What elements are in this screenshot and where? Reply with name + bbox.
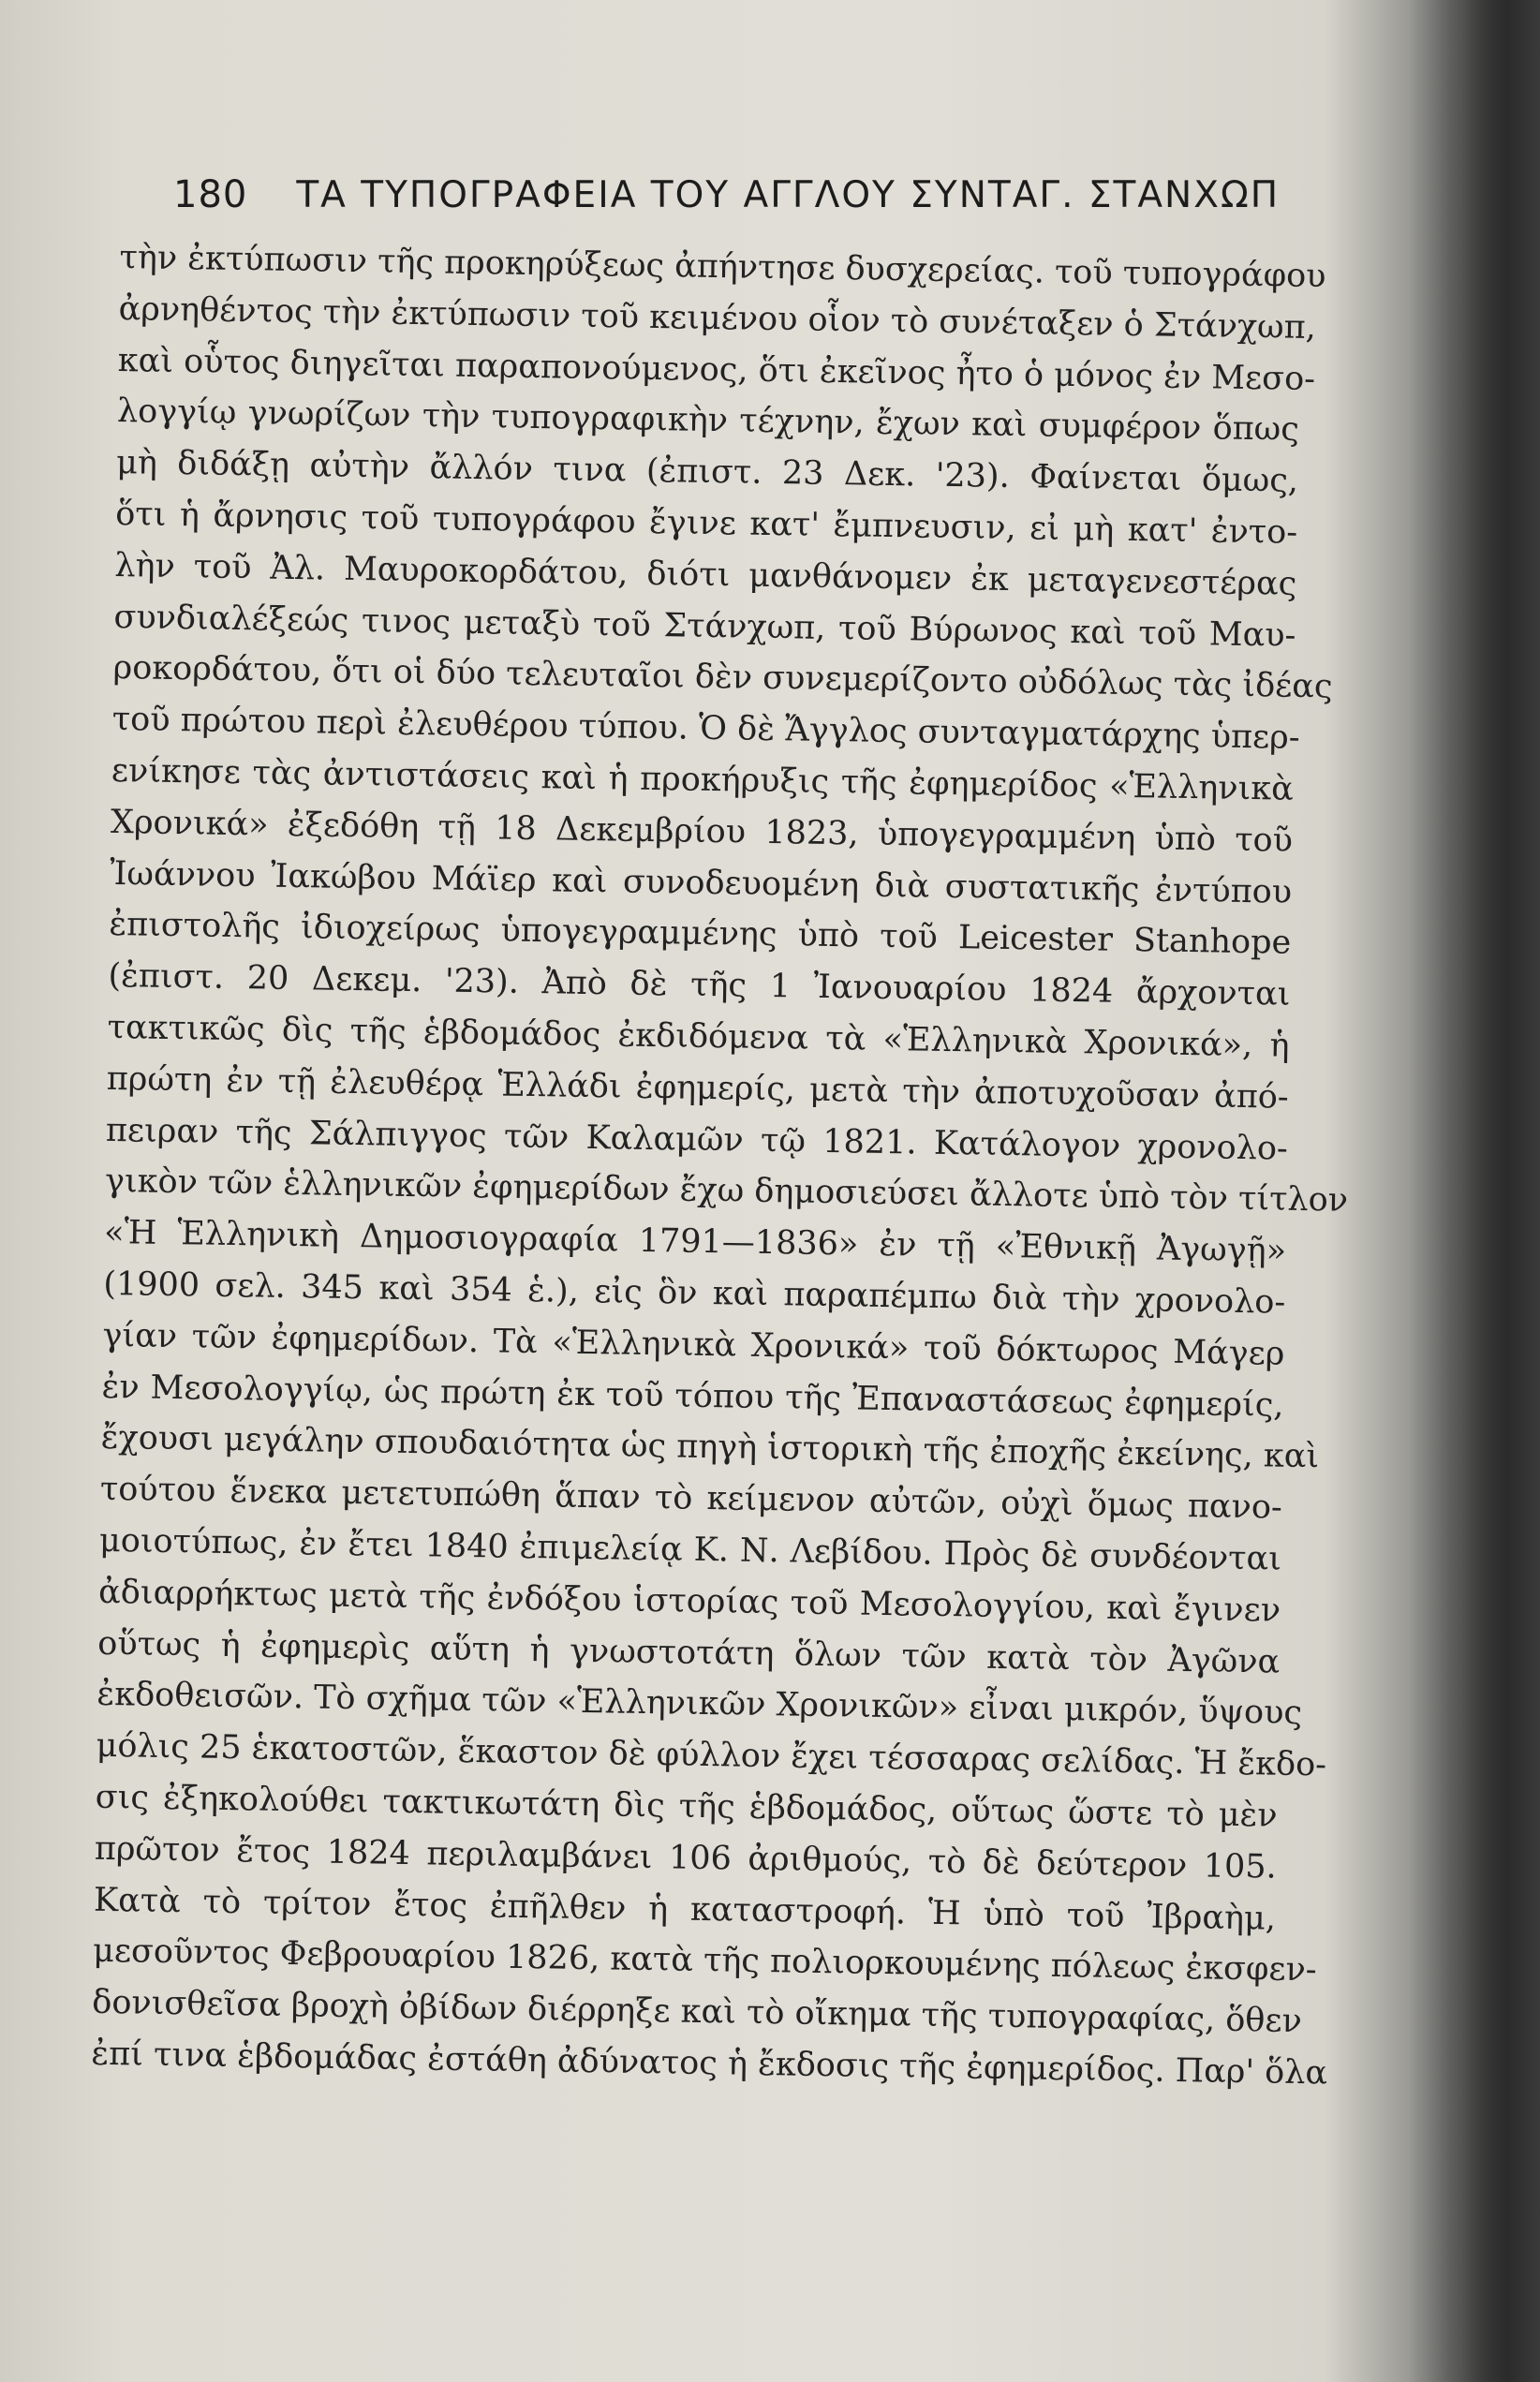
text-line: ὅτι ἡ ἄρνησις τοῦ τυπογράφου ἔγινε κατ' ἔμπνευσιν, εἰ μὴ κατ' ἐντο- — [114, 495, 1298, 552]
text-line: δονισθεῖσα βροχὴ ὀβίδων διέρρηξε καὶ τὸ οἴκημα τῆς τυπογραφίας, ὅθεν — [91, 1983, 1303, 2041]
book-spine-shadow — [1409, 0, 1540, 2382]
text-line: ενίκησε τὰς ἀντιστάσεις καὶ ἡ προκήρυξις τῆς ἐφημερίδος «Ἑλληνικὰ — [111, 751, 1295, 808]
text-line: γίαν τῶν ἐφημερίδων. Τὰ «Ἑλληνικὰ Χρονικά» τοῦ δόκτωρος Μάγερ — [102, 1316, 1285, 1373]
text-line: τούτου ἕνεκα μετετυπώθη ἅπαν τὸ κείμενον αὐτῶν, οὐχὶ ὅμως πανο- — [99, 1470, 1283, 1527]
text-line: μεσοῦντος Φεβρουαρίου 1826, κατὰ τῆς πολιορκουμένης πόλεως ἐκσφεν- — [92, 1932, 1317, 1990]
text-line: Ἰωάννου Ἰακώβου Μάϊερ καὶ συνοδευομένη διὰ συστατικῆς ἐντύπου — [109, 854, 1293, 911]
text-line: (ἐπιστ. 20 Δεκεμ. '23). Ἀπὸ δὲ τῆς 1 Ἰανουαρίου 1824 ἄρχονται — [108, 957, 1291, 1013]
page-number: 180 — [173, 173, 248, 216]
text-line: (1900 σελ. 345 καὶ 354 ἑ.), εἰς ὃν καὶ παραπέμπω διὰ τὴν χρονολο- — [103, 1265, 1286, 1322]
text-line: πρώτη ἐν τῇ ἐλευθέρᾳ Ἑλλάδι ἐφημερίς, μετὰ τὴν ἀποτυχοῦσαν ἀπό- — [106, 1059, 1289, 1117]
text-line: ἐπί τινα ἑβδομάδας ἐστάθη ἀδύνατος ἡ ἔκδοσις τῆς ἐφημερίδος. Παρ' ὅλα — [91, 2034, 1328, 2093]
running-head: ΤΑ ΤΥΠΟΓΡΑΦΕΙΑ ΤΟΥ ΑΓΓΛΟΥ ΣΥΝΤΑΓ. ΣΤΑΝΧΩΠ — [296, 174, 1281, 216]
text-line: μόλις 25 ἑκατοστῶν, ἕκαστον δὲ φύλλον ἔχει τέσσαρας σελίδας. Ἡ ἔκδο- — [96, 1726, 1327, 1784]
text-line: Κατὰ τὸ τρίτον ἔτος ἐπῆλθεν ἡ καταστροφή. Ἡ ὑπὸ τοῦ Ἰβραὴμ, — [93, 1881, 1277, 1938]
page-header — [173, 173, 1316, 239]
text-line: ροκορδάτου, ὅτι οἱ δύο τελευταῖοι δὲν συνεμερίζοντο οὐδόλως τὰς ἰδέας — [112, 649, 1333, 706]
text-line: ἔχουσι μεγάλην σπουδαιότητα ὡς πηγὴ ἱστορικὴ τῆς ἐποχῆς ἐκείνης, καὶ — [100, 1419, 1320, 1476]
text-line: τὴν ἐκτύπωσιν τῆς προκηρύξεως ἀπήντησε δυσχερείας. τοῦ τυπογράφου — [119, 238, 1326, 296]
text-line: συνδιαλέξεώς τινος μεταξὺ τοῦ Στάνχωπ, τοῦ Βύρωνος καὶ τοῦ Μαυ- — [113, 598, 1296, 655]
text-line: πρῶτον ἔτος 1824 περιλαμβάνει 106 ἀριθμούς, τὸ δὲ δεύτερον 105. — [94, 1829, 1278, 1886]
text-line: «Ἡ Ἑλληνικὴ Δημοσιογραφία 1791—1836» ἐν τῇ «Ἐθνικῇ Ἀγωγῇ» — [103, 1214, 1287, 1270]
text-line: μὴ διδάξῃ αὐτὴν ἄλλόν τινα (ἐπιστ. 23 Δεκ. '23). Φαίνεται ὅμως, — [115, 444, 1299, 500]
text-line: ἐπιστολῆς ἰδιοχείρως ὑπογεγραμμένης ὑπὸ τοῦ Leicester Stanhope — [109, 906, 1292, 963]
text-line: ἐκδοθεισῶν. Τὸ σχῆμα τῶν «Ἑλληνικῶν Χρονικῶν» εἶναι μικρόν, ὕψους — [96, 1676, 1303, 1733]
text-line: ἐν Μεσολογγίῳ, ὡς πρώτη ἐκ τοῦ τόπου τῆς Ἐπαναστάσεως ἐφημερίς, — [101, 1368, 1284, 1425]
text-line: Χρονικά» ἐξεδόθη τῇ 18 Δεκεμβρίου 1823, ὑπογεγραμμένη ὑπὸ τοῦ — [110, 803, 1294, 860]
text-line: λὴν τοῦ Ἀλ. Μαυροκορδάτου, διότι μανθάνομεν ἐκ μεταγενεστέρας — [114, 546, 1297, 603]
text-line: σις ἐξηκολούθει τακτικωτάτη δὶς τῆς ἑβδομάδος, οὕτως ὥστε τὸ μὲν — [95, 1778, 1278, 1835]
text-line: γικὸν τῶν ἑλληνικῶν ἐφημερίδων ἔχω δημοσιεύσει ἄλλοτε ὑπὸ τὸν τίτλον — [104, 1162, 1349, 1221]
text-line: τακτικῶς δὶς τῆς ἑβδομάδος ἐκδιδόμενα τὰ «Ἑλληνικὰ Χρονικά», ἡ — [107, 1008, 1290, 1065]
body-text — [91, 232, 1349, 2098]
text-line: οὕτως ἡ ἐφημερὶς αὕτη ἡ γνωστοτάτη ὅλων τῶν κατὰ τὸν Ἀγῶνα — [97, 1624, 1281, 1681]
text-line: μοιοτύπως, ἐν ἔτει 1840 ἐπιμελείᾳ Κ. Ν. Λεβίδου. Πρὸς δὲ συνδέονται — [98, 1521, 1282, 1578]
text-line: λογγίῳ γνωρίζων τὴν τυπογραφικὴν τέχνην, ἔχων καὶ συμφέρον ὅπως — [116, 392, 1300, 450]
text-line: ἀδιαρρήκτως μετὰ τῆς ἐνδόξου ἱστορίας τοῦ Μεσολογγίου, καὶ ἔγινεν — [97, 1573, 1281, 1630]
text-line: τοῦ πρώτου περὶ ἐλευθέρου τύπου. Ὁ δὲ Ἄγγλος συνταγματάρχης ὑπερ- — [111, 701, 1300, 758]
text-line: πειραν τῆς Σάλπιγγος τῶν Καλαμῶν τῷ 1821. Κατάλογον χρονολο- — [105, 1111, 1289, 1168]
text-line: ἀρνηθέντος τὴν ἐκτύπωσιν τοῦ κειμένου οἷον τὸ συνέταξεν ὁ Στάνχωπ, — [118, 289, 1317, 347]
text-line: καὶ οὗτος διηγεῖται παραπονούμενος, ὅτι ἐκεῖνος ἦτο ὁ μόνος ἐν Μεσο- — [117, 341, 1316, 398]
